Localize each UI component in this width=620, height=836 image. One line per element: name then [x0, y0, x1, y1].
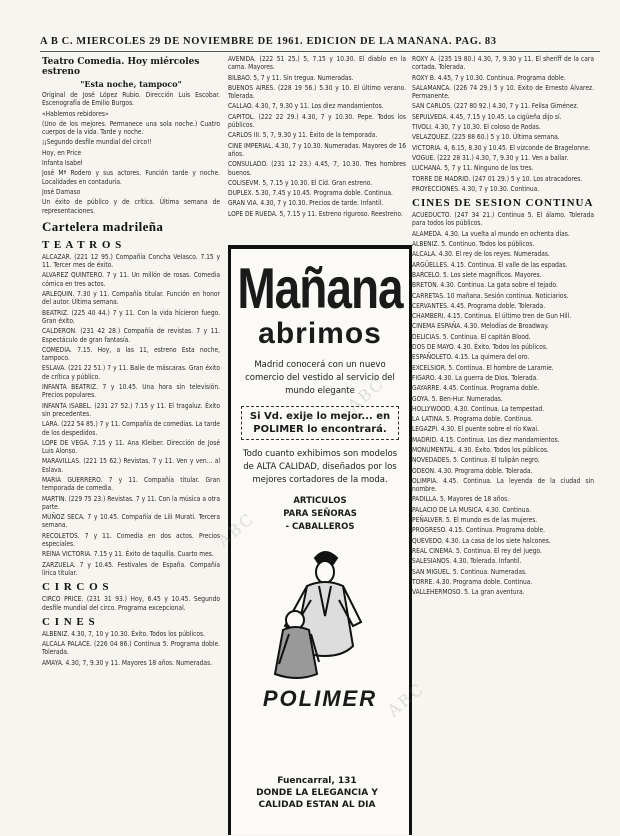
- cine-entry: OLIMPIA. 4.45. Continua. La leyenda de la ciudad sin nombre.: [412, 476, 594, 494]
- teatro-entry: REINA VICTORIA. 7.15 y 11. Éxito de taquilla. Cuarto mes.: [42, 550, 214, 559]
- teatro-entry: BEATRIZ. (225 40 44.) 7 y 11. Con la vida hicieron fuego. Gran éxito.: [42, 308, 220, 325]
- cine-entry: COLISEVM. 5, 7.15 y 10.30. El Cid. Gran estreno.: [228, 178, 373, 187]
- cine-entry: CINEMA ESPAÑA. 4.30. Melodías de Broadway.: [412, 322, 549, 331]
- listing-entry: «Hablemos rebidores»: [42, 109, 109, 118]
- cine-entry: GOYA. 5. Ben-Hur. Numeradas.: [412, 394, 503, 403]
- ad-slogan-1: DONDE LA ELEGANCIA Y: [256, 788, 378, 798]
- teatro-entry: MUÑOZ SECA. 7 y 10.45. Compañía de Lili Murati. Tercera semana.: [42, 513, 220, 530]
- ad-top-rule: [231, 245, 409, 249]
- ad-list-item: - CABALLEROS: [285, 522, 355, 532]
- ad-subtitle: abrimos: [258, 317, 382, 350]
- cine-entry: ROXY B. 4.45, 7 y 10.30. Continua. Programa doble.: [412, 73, 566, 82]
- teatros-list: [42, 253, 220, 577]
- ad-slogan-2: CALIDAD ESTAN AL DIA: [258, 800, 376, 810]
- polimer-advertisement: [228, 245, 412, 835]
- cine-entry: BARCELO. 5. Los siete magníficos. Mayores.: [412, 270, 542, 279]
- cine-entry: GRAN VIA. 4.30, 7 y 10.30. Precios de tarde. Infantil.: [228, 199, 384, 208]
- teatro-entry: CALDERON. (231 42 28.) Compañía de revistas. 7 y 11. Espectáculo de gran fantasía.: [42, 327, 220, 344]
- cine-entry: LEGAZPI. 4.30. El puente sobre el río Kwai.: [412, 425, 539, 434]
- circo-entry: CIRCO PRICE. (231 31 93.) Hoy, 6.45 y 10.45. Segundo desfile mundial del circo. Programa excepcional.: [42, 595, 220, 612]
- teatro-entry: ESLAVA. (221 22 51.) 7 y 11. Baile de máscaras. Gran éxito de crítica y público.: [42, 364, 220, 381]
- cine-entry: VELAZQUEZ. (225 88 60.) 5 y 10. Última semana.: [412, 133, 560, 142]
- listing-entry: Un éxito de público y de crítica. Última semana de representaciones.: [42, 198, 220, 215]
- teatro-entry: INFANTA ISABEL. (231 27 52.) 7.15 y 11. El tragaluz. Éxito sin precedentes.: [42, 401, 220, 418]
- cine-entry: SAN CARLOS. (227 80 92.) 4.30, 7 y 11. Felisa Giménez.: [412, 102, 579, 111]
- cine-entry: PADILLA. 5. Mayores de 18 años.: [412, 495, 510, 504]
- cine-entry: VOGUE. (222 28 31.) 4.30, 7, 9.30 y 11. Ven a bailar.: [412, 153, 569, 162]
- cine-entry: ALCALA. 4.30. El rey de los reyes. Numeradas.: [412, 250, 550, 259]
- cine-entry: ALAMEDA. 4.30. La vuelta al mundo en ochenta días.: [412, 229, 570, 238]
- cine-entry: LOPE DE RUEDA. 5, 7.15 y 11. Estreno riguroso. Reestreno.: [228, 209, 403, 218]
- cine-entry: ALBENIZ. 5. Continuo. Todos los públicos.: [412, 240, 535, 249]
- cine-entry: ARGÜELLES. 4.15. Continua. El valle de las espadas.: [412, 260, 568, 269]
- cine-entry: CONSULADO. (231 12 23.) 4.45, 7, 10.30. Tres hombres buenos.: [228, 160, 406, 177]
- cine-entry: DOS DE MAYO. 4.30. Éxito. Todos los públicos.: [412, 343, 548, 352]
- listing-entry: Hoy, en Price: [42, 148, 82, 157]
- lead-headline: Teatro Comedia. Hoy miércoles estreno: [42, 57, 200, 77]
- teatro-entry: ZARZUELA. 7 y 10.45. Festivales de España. Compañía lírica titular.: [42, 560, 220, 577]
- cine-entry: HOLLYWOOD. 4.30. Continua. La tempestad.: [412, 404, 545, 413]
- ad-footer: [228, 775, 406, 811]
- cine-entry: GAYARRE. 4.45. Continua. Programa doble.: [412, 384, 540, 393]
- abc-watermark: ABC: [213, 508, 259, 551]
- cartelera-title: Cartelera madrileña: [42, 218, 164, 234]
- cine-entry: CHAMBERI. 4.15. Continua. El último tren de Gun Hill.: [412, 312, 572, 321]
- cine-entry: AVENIDA. (222 51 25.) 5, 7.15 y 10.30. El diablo en la cama. Mayores.: [228, 55, 406, 72]
- cine-entry: PROYECCIONES. 4.30, 7 y 10.30. Continua.: [412, 184, 540, 193]
- cine-entry: CINE IMPERIAL. 4.30, 7 y 10.30. Numeradas. Mayores de 16 años.: [228, 141, 406, 158]
- cine-entry: VICTORIA. 4, 6.15, 8.30 y 10.45. El vizconde de Bragelonne.: [412, 143, 591, 152]
- cine-entry: PROGRESO. 4.15. Continua. Programa doble.: [412, 526, 546, 535]
- cine-entry: DUPLEX. 5.30, 7.45 y 10.45. Programa doble. Continua.: [228, 189, 393, 198]
- cine-entry: DELICIAS. 5. Continua. El capitán Blood.: [412, 332, 531, 341]
- listing-entry: José Damaso: [42, 187, 81, 196]
- teatro-entry: RECOLETOS. 7 y 11. Comedia en dos actos. Precios especiales.: [42, 531, 220, 549]
- listing-entry: Original de José López Rubio. Dirección Luis Escobar. Escenografía de Emilio Burgos.: [42, 91, 220, 108]
- cine-entry: LA LATINA. 5. Programa doble. Continua.: [412, 415, 533, 424]
- ad-list-item: ARTICULOS: [293, 496, 347, 506]
- cine-entry: SAN MIGUEL. 5. Continua. Numeradas.: [412, 567, 527, 576]
- column-right: [412, 55, 594, 825]
- cine-entry: TORRE DE MADRID. (247 01 29.) 5 y 10. Los atracadores.: [412, 174, 583, 183]
- abc-watermark: ABC: [383, 678, 429, 721]
- teatro-entry: LOPE DE VEGA. 7.15 y 11. Ana Kleiber. Dirección de José Luis Alonso.: [42, 438, 220, 456]
- circos-title: C I R C O S: [42, 581, 110, 594]
- teatro-entry: MARTIN. (229 75 23.) Revistas. 7 y 11. Con la música a otra parte.: [42, 494, 220, 511]
- cine-entry: ROXY A. (235 19 80.) 4.30, 7, 9.30 y 11. El sheriff de la cara cortada. Tolerada.: [412, 55, 594, 72]
- ad-callout-box: Si Vd. exije lo mejor... en POLIMER lo encontrará.: [241, 406, 399, 440]
- cine-entry: ESPAÑOLETO. 4.15. La quimera del oro.: [412, 353, 530, 362]
- lead-entries: [42, 91, 220, 215]
- column-middle-top: [228, 55, 406, 245]
- cine-entry: LUCHANA. 5, 7 y 11. Ninguno de los tres.: [412, 164, 534, 173]
- cine-entry: SALESIANOS. 4.30. Tolerada. Infantil.: [412, 557, 522, 566]
- fashion-illustration: [245, 538, 395, 688]
- cine-entry: CALLAO. 4.30, 7, 9.30 y 11. Los diez mandamientos.: [228, 102, 384, 111]
- teatro-entry: MARAVILLAS. (221 15 62.) Revistas. 7 y 11. Ven y ven... al Eslava.: [42, 457, 220, 474]
- cine-entry: FIGARO. 4.30. La guerra de Dios. Tolerada.: [412, 373, 539, 382]
- cine-entry: BILBAO. 5, 7 y 11. Sin tregua. Numeradas.: [228, 73, 354, 82]
- teatro-entry: ALCAZAR. (221 12 95.) Compañía Concha Velasco. 7.15 y 11. Tercer mes de éxito.: [42, 252, 220, 270]
- cine-entry: PEÑALVER. 5. El mundo es de las mujeres.: [412, 516, 538, 525]
- cine-entry: EXCELSIOR. 5. Continua. El hombre de Laramie.: [412, 363, 554, 372]
- cine-entry: QUEVEDO. 4.30. La casa de los siete halcones.: [412, 536, 551, 545]
- lead-subheadline: "Esta noche, tampoco": [80, 79, 182, 89]
- page-header: A B C. MIERCOLES 29 DE NOVIEMBRE DE 1961. EDICION DE LA MAÑANA. PAG. 83: [40, 36, 497, 47]
- ad-list: [231, 495, 409, 534]
- right-entries-bottom: [412, 211, 594, 596]
- cine-entry: SEPULVEDA. 4.45, 7.15 y 10.45. La cigüeña dijo sí.: [412, 112, 562, 121]
- cine-entry: CERVANTES. 4.45. Programa doble. Tolerada.: [412, 301, 546, 310]
- listing-entry: (Uno de los mejores. Permanece una sola noche.) Cuatro cuerpos de la vida. Tarde y noche.: [42, 119, 220, 137]
- teatro-entry: INFANTA BEATRIZ. 7 y 10.45. Una hora sin televisión. Precios populares.: [42, 383, 220, 400]
- cine-entry: REAL CINEMA. 5. Continua. El rey del juego.: [412, 546, 542, 555]
- cine-entry: ALCALA PALACE. (226 04 86.) Continua 5. Programa doble. Tolerada.: [42, 640, 220, 657]
- cine-entry: ALBENIZ. 4.30, 7, 10 y 10.30. Éxito. Todos los públicos.: [42, 629, 205, 638]
- cine-entry: BRETON. 4.30. Continua. La gata sobre el tejado.: [412, 281, 558, 290]
- cines-list: [42, 630, 220, 667]
- cine-entry: CARLOS III. 5, 7, 9.30 y 11. Éxito de la temporada.: [228, 131, 378, 140]
- cine-entry: ODEON. 4.30. Programa doble. Tolerada.: [412, 466, 533, 475]
- listing-entry: ¡¡Segundo desfile mundial del circo!!: [42, 138, 152, 147]
- cines-title: C I N E S: [42, 615, 96, 628]
- cine-entry: CAPITOL. (222 22 29.) 4.30, 7 y 10.30. Pepe. Todos los públicos.: [228, 112, 406, 130]
- teatro-entry: LARA. (222 54 85.) 7 y 11. Compañía de comedias. La tarde de los despedidos.: [42, 420, 220, 437]
- cine-entry: SALAMANCA. (226 74 29.) 5 y 10. Éxito de Ernesto Álvarez. Permanente.: [412, 83, 594, 101]
- ad-address: Fuencarral, 131: [277, 776, 357, 786]
- cine-entry: PALACIO DE LA MUSICA. 4.30. Continua.: [412, 505, 531, 514]
- teatro-entry: COMEDIA. 7.15. Hoy, a las 11, estreno Esta noche, tampoco.: [42, 345, 220, 363]
- column-left: [42, 55, 220, 825]
- ad-list-item: PARA SEÑORAS: [283, 509, 357, 519]
- cine-entry: MADRID. 4.15. Continua. Los diez mandamientos.: [412, 435, 560, 444]
- middle-entries: [228, 55, 406, 218]
- cine-entry: MONUMENTAL. 4.30. Éxito. Todos los públicos.: [412, 445, 549, 454]
- header-rule: [40, 51, 600, 52]
- right-entries-top: [412, 55, 594, 193]
- cine-entry: CARRETAS. 10 mañana. Sesión continua. Noticiarios.: [412, 291, 569, 300]
- sesion-continua-title: CINES DE SESION CONTINUA: [412, 197, 594, 210]
- cine-entry: AMAYA. 4.30, 7, 9.30 y 11. Mayores 18 años. Numeradas.: [42, 658, 213, 667]
- cine-entry: ACUEDUCTO. (247 34 21.) Continua 5. El álamo. Tolerada para todos los públicos.: [412, 211, 594, 228]
- teatro-entry: ALVAREZ QUINTERO. 7 y 11. Un millón de rosas. Comedia cómica en tres actos.: [42, 271, 220, 288]
- cine-entry: TIVOLI. 4.30, 7 y 10.30. El coloso de Rodas.: [412, 123, 541, 132]
- teatros-title: T E A T R O S: [42, 238, 123, 251]
- listing-entry: José Mª Rodero y sus actores. Función tarde y noche. Localidades en contaduría.: [42, 169, 220, 186]
- ad-intro: Madrid conocerá con un nuevo comercio del vestido al servicio del mundo elegante: [245, 360, 395, 396]
- circos-list: [42, 595, 220, 612]
- ad-body: Todo cuanto exhibimos son modelos de ALTA CALIDAD, diseñados por los mejores cortadores de la moda.: [242, 449, 398, 485]
- ad-title: Mañana: [237, 255, 403, 321]
- cine-entry: TORRE. 4.30. Programa doble. Continua.: [412, 577, 533, 586]
- ad-brand: POLIMER: [262, 686, 378, 711]
- cine-entry: BUENOS AIRES. (228 19 56.) 5.30 y 10. El último verano. Tolerada.: [228, 83, 406, 101]
- teatro-entry: ARLEQUIN. 7.30 y 11. Compañía titular. Función en honor del autor. Última semana.: [42, 290, 220, 307]
- cine-entry: VALLEHERMOSO. 5. La gran aventura.: [412, 588, 525, 597]
- abc-watermark: ABC: [343, 373, 389, 416]
- teatro-entry: MARIA GUERRERO. 7 y 11. Compañía titular. Gran temporada de comedia.: [42, 475, 220, 493]
- listing-entry: Infanta Isabel: [42, 159, 83, 168]
- cine-entry: NOVEDADES. 5. Continua. El tulipán negro.: [412, 456, 540, 465]
